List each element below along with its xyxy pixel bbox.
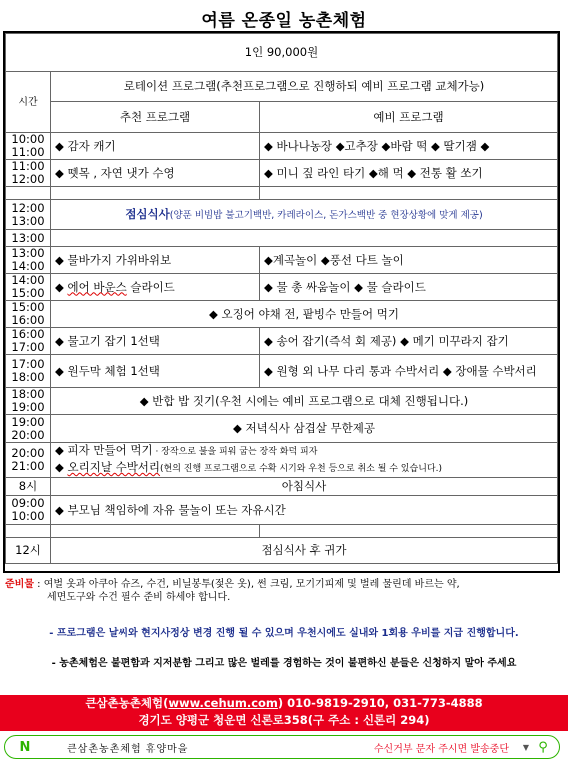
unsubscribe-text: 수신거부 문자 주시면 발송중단	[373, 743, 509, 755]
table-row: 18:00 19:00 ◆ 반합 밥 짓기(우천 시에는 예비 프로그램으로 대체 진행됩니다.)	[6, 388, 558, 415]
dropdown-arrow-icon[interactable]: ▼	[522, 742, 530, 752]
supplies-note: 준비물 : 여벌 옷과 아쿠아 슈즈, 수건, 비닐봉투(젖은 옷), 썬 크림, 모기기피제 및 벌레 물린데 바르는 약, 세면도구와 수건 필수 준비 하세야 합니다.	[5, 579, 460, 603]
schedule-box	[3, 31, 560, 573]
search-bar[interactable]	[4, 735, 560, 759]
backup-cell: ◆ 미니 짚 라인 타기 ◆해 먹 ◆ 전통 활 쏘기	[260, 160, 558, 187]
recommended-cell: ◆ 원두막 체험 1선택	[51, 355, 260, 388]
price: 1인 90,000원	[6, 34, 558, 72]
table-row: 8시 아침식사	[6, 478, 558, 496]
backup-cell: ◆계곡놀이 ◆풍선 다트 놀이	[260, 247, 558, 274]
search-icon[interactable]: ⚲	[538, 739, 548, 755]
notice-weather: - 프로그램은 날씨와 현지사정상 변경 진행 될 수 있으며 우천시에도 실내와 1회용 우비를 지급 진행합니다.	[49, 628, 519, 639]
table-row: 13:00	[6, 230, 558, 247]
table-row: 12시 점심식사 후 귀가	[6, 538, 558, 564]
table-row: 17:00 18:00 ◆ 원두막 체험 1선택 ◆ 원형 외 나무 다리 통과 수박서리 ◆ 장애물 수박서리	[6, 355, 558, 388]
activity-cell: 아침식사	[51, 478, 558, 496]
page-title: 여름 온종일 농촌체험	[201, 11, 367, 31]
supplies-label: 준비물	[5, 579, 34, 590]
recommended-cell: ◆ 감자 캐기	[51, 133, 260, 160]
table-row: 13:00 14:00 ◆ 물바가지 가위바위보 ◆계곡놀이 ◆풍선 다트 놀이	[6, 247, 558, 274]
table-row: 19:00 20:00 ◆ 저녁식사 삼겹살 무한제공	[6, 415, 558, 443]
activity-cell: 점심식사 후 귀가	[51, 538, 558, 564]
table-row: 09:00 10:00 ◆ 부모님 책임하에 자유 물놀이 또는 자유시간	[6, 496, 558, 525]
table-row: 10:00 11:00 ◆ 감자 캐기 ◆ 바나나농장 ◆고추장 ◆바람 떡 ◆ 딸기잼 ◆	[6, 133, 558, 160]
recommended-cell: ◆ 물고기 잡기 1선택	[51, 328, 260, 355]
backup-cell: ◆ 원형 외 나무 다리 통과 수박서리 ◆ 장애물 수박서리	[260, 355, 558, 388]
activity-cell: ◆ 부모님 책임하에 자유 물놀이 또는 자유시간	[51, 496, 558, 525]
table-row: 11:00 12:00 ◆ 뗏목 , 자연 냇가 수영 ◆ 미니 짚 라인 타기 ◆해 먹 ◆ 전통 활 쏘기	[6, 160, 558, 187]
address: 경기도 양평군 청운면 신론로358(구 주소 : 신론리 294)	[138, 713, 430, 727]
activity-cell: ◆ 저녁식사 삼겹살 무한제공	[51, 415, 558, 443]
search-query[interactable]: 큰삼촌농촌체험 휴양마을	[67, 743, 189, 755]
table-row: 16:00 17:00 ◆ 물고기 잡기 1선택 ◆ 송어 잡기(즉석 회 제공) ◆ 메기 미꾸라지 잡기	[6, 328, 558, 355]
contact-footer: 큰삼촌농촌체험(www.cehum.com) 010-9819-2910, 031-773-4888 경기도 양평군 청운면 신론로358(구 주소 : 신론리 294)	[0, 695, 568, 731]
lunch-cell: 점심식사(양푼 비빔밥 불고기백반, 카레라이스, 돈가스백반 중 현장상황에 맞게 제공)	[51, 200, 558, 230]
recommended-cell: ◆ 에어 바운스 슬라이드	[51, 274, 260, 301]
website-link[interactable]: www.cehum.com	[168, 696, 278, 710]
notice-inconvenience: - 농촌체험은 불편함과 지저분함 그리고 많은 벌레를 경험하는 것이 불편하신 분들은 신청하지 말아 주세요	[51, 658, 517, 669]
table-row: 20:00 21:00 ◆ 피자 만들어 먹기 · 장작으로 불을 피워 굽는 장작 화덕 피자 ◆ 오리지날 수박서리(현의 진행 프로그램으로 수확 시기와 우천 등으로 취소 될 수 있습니다.)	[6, 443, 558, 478]
time-header: 시간	[6, 72, 51, 133]
backup-cell: ◆ 송어 잡기(즉석 회 제공) ◆ 메기 미꾸라지 잡기	[260, 328, 558, 355]
naver-logo-icon: N	[19, 739, 31, 755]
schedule-table	[5, 33, 558, 564]
activity-cell: ◆ 반합 밥 짓기(우천 시에는 예비 프로그램으로 대체 진행됩니다.)	[51, 388, 558, 415]
activity-cell: ◆ 피자 만들어 먹기 · 장작으로 불을 피워 굽는 장작 화덕 피자 ◆ 오리지날 수박서리(현의 진행 프로그램으로 수확 시기와 우천 등으로 취소 될 수 있습니다.)	[51, 443, 558, 478]
backup-cell: ◆ 바나나농장 ◆고추장 ◆바람 떡 ◆ 딸기잼 ◆	[260, 133, 558, 160]
recommended-cell: ◆ 물바가지 가위바위보	[51, 247, 260, 274]
recommended-cell: ◆ 뗏목 , 자연 냇가 수영	[51, 160, 260, 187]
activity-cell: ◆ 오징어 야채 전, 팥빙수 만들어 먹기	[51, 301, 558, 328]
recommended-header: 추천 프로그램	[51, 102, 260, 133]
backup-header: 예비 프로그램	[260, 102, 558, 133]
table-row: 14:00 15:00 ◆ 에어 바운스 슬라이드 ◆ 물 총 싸움놀이 ◆ 물 슬라이드	[6, 274, 558, 301]
backup-cell: ◆ 물 총 싸움놀이 ◆ 물 슬라이드	[260, 274, 558, 301]
table-row: 12:00 13:00 점심식사(양푼 비빔밥 불고기백반, 카레라이스, 돈가스백반 중 현장상황에 맞게 제공)	[6, 200, 558, 230]
program-header: 로테이션 프로그램(추천프로그램으로 진행하되 예비 프로그램 교체가능)	[51, 72, 558, 102]
table-row: 15:00 16:00 ◆ 오징어 야채 전, 팥빙수 만들어 먹기	[6, 301, 558, 328]
